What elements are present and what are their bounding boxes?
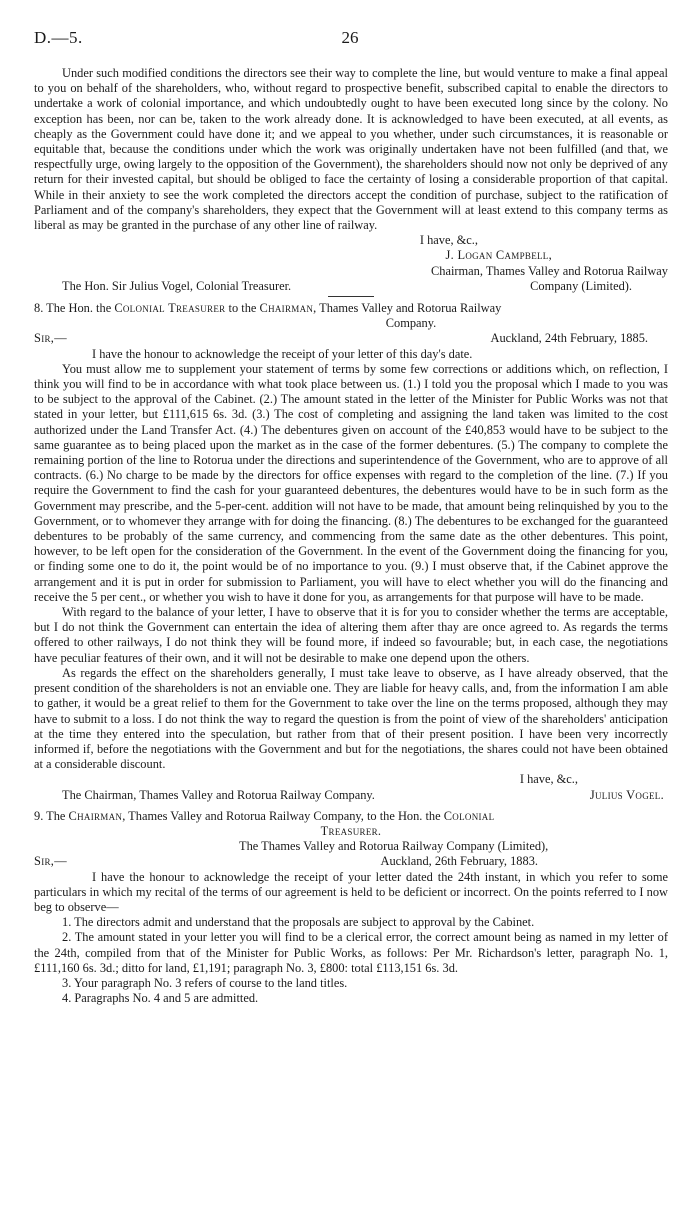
prev-letter-signatory: J. Logan Campbell, — [445, 248, 552, 263]
letter-9-sender: The Thames Valley and Rotorua Railway Company (Limited), — [239, 839, 549, 854]
prev-letter-addressee: The Hon. Sir Julius Vogel, Colonial Treasurer. — [62, 278, 292, 293]
letter-8-addressee: The Chairman, Thames Valley and Rotorua Railway Company. — [62, 787, 375, 802]
prev-letter-addressee-line — [34, 279, 668, 294]
letter-8-para-2: You must allow me to supplement your statement of terms by some few corrections or additions which, on reflection, I think you will find to be in accordance with what took place between us. (1.) I told you the proposal which I made to you was to be subject to the approval of the Cabinet. (2.) The amount stated in the letter of the Minister for Public Works was not that stated in your letter, but £111,615 6s. 3d. (3.) The cost of completing and assigning the land taken was limited to the cost authorized under the Land Transfer Act. (4.) The debentures given on account of the £40,853 would have to be subject to the same guarantee as to being placed upon the market as in the case of the former debentures. (5.) The company to complete the remaining portion of the line to Rotorua under the directions and superintendence of the Government, who are to approve of all contracts. (6.) No charge to be made by the directors for office expenses with regard to the completion of the line. (7.) If you require the Government to find the cash for your guaranteed debentures, the debentures would have to be in such form as the Government may prescribe, and the 5-per-cent. addition will not have to be made, that amount being relinquished by you to the Government, or to whomever they arrange with for doing the financing. (8.) The debentures to be exchanged for the guaranteed debentures to be probably of the same currency, and commencing from the same date as the other debentures. This point, however, to be left open for the consideration of the Government. In the event of the Government doing the financing for you, or finding some one to do it, the point would be of no importance to you. (9.) I must observe that, if the Cabinet approve the arrangement and it is put in order for submission to Parliament, you will have to elect whether you will do the financing and receive the 5 per cent., or whether you wish to have it done for you, as arrangements for that purpose will have to be made. — [34, 361, 668, 604]
document-body — [34, 66, 668, 1006]
prev-letter-valediction: I have, &c., — [419, 233, 478, 248]
letter-8-date: Auckland, 24th February, 1885. — [490, 331, 648, 346]
section-divider — [328, 296, 374, 297]
letter-8-heading-line-2: Company. — [385, 316, 437, 331]
letter-9-date: Auckland, 26th February, 1883. — [380, 854, 538, 869]
letter-8-para-3: With regard to the balance of your letter, I have to observe that it is for you to consider whether the terms are acceptable, but I do not think the Government can entertain the idea of altering them after thay are once agreed to. As regards the terms offered to other railways, I do not think they will be found more, if indeed so favourable; but, in each case, the negotiations have peculiar features of their own, and it will not be desirable to make one depend upon the others. — [34, 605, 668, 665]
letter-9-item-4: 4. Paragraphs No. 4 and 5 are admitted. — [62, 991, 259, 1006]
letter-9-item-1: 1. The directors admit and understand that the proposals are subject to approval by the Cabinet. — [62, 915, 535, 930]
letter-9-salutation-line — [34, 854, 668, 869]
letter-9-heading: 9. The Chairman, Thames Valley and Rotorua Railway Company, to the Hon. the Colonial — [34, 808, 495, 823]
letter-8-para-4: As regards the effect on the shareholders generally, I must take leave to observe, as I have already observed, that the present condition of the shareholders is not an enviable one. They are liable for heavy calls, and, from the information I am able to gather, it would be a great relief to them for the Government to take over the line on the terms proposed, although they may have to submit to a loss. I do not think the way to regard the question is from the point of view of the shareholders' anticipation at the time they entered into the speculation, but rather from that of their present position. I have been very incorrectly informed if, before the negotiations with the Government and but for the negotiations, the shares could not have been obtained at a considerable discount. — [34, 665, 668, 772]
letter-9-heading-line-2: Treasurer. — [320, 823, 382, 838]
prev-letter-signatory-title-2: Company (Limited). — [530, 278, 632, 293]
letter-9-salutation: Sir,— — [34, 854, 67, 869]
page-number: 26 — [341, 28, 359, 47]
letter-8-valediction: I have, &c., — [519, 772, 578, 787]
letter-8-signatory: Julius Vogel. — [589, 787, 664, 802]
letter-8-salutation: Sir,— — [34, 331, 67, 346]
letter-8-signature-line — [34, 788, 668, 803]
prev-letter-signatory-title: Chairman, Thames Valley and Rotorua Railway — [431, 263, 668, 278]
letter-9-para-1: I have the honour to acknowledge the receipt of your letter dated the 24th instant, in which you refer to some particulars in which my recital of the terms of our agreement is held to be deficient or incorrect. On the points referred to I now beg to observe— — [34, 869, 668, 914]
prev-letter-closing-paragraph: Under such modified conditions the directors see their way to complete the line, but would venture to make a final appeal to you on behalf of the shareholders, who, without regard to prospective benefit, subscribed capital to enable the directors to undertake a work of colonial importance, and which undoubtedly ought to have been executed long since by the colony. No exception has been, nor can be, taken to the work already done. It is acknowledged to have been executed, at all events, as cheaply as the Government could have done it; and we appeal to you whether, under such circumstances, it is reasonable or equitable that, because the conditions under which the work was originally undertaken have not been fulfilled (and that, we respectfully urge, owing largely to the opposition of the Government), the shareholders should now not only be deprived of any return for their invested capital, but should be obliged to face the certainty of losing a considerable proportion of that capital. While in their anxiety to see the work completed the directors accept the condition of purchase, subject to the ratification of Parliament and of the company's shareholders, they expect that the Government will at least extend to this company terms as liberal as may be granted in the purchase of any other line of railway. — [34, 66, 668, 233]
letter-8-heading: 8. The Hon. the Colonial Treasurer to the Chairman, Thames Valley and Rotorua Railway — [34, 301, 502, 316]
letter-9-item-3: 3. Your paragraph No. 3 refers of course to the land titles. — [62, 975, 348, 990]
letter-8-para-1: I have the honour to acknowledge the receipt of your letter of this day's date. — [92, 346, 473, 361]
letter-9-item-2: 2. The amount stated in your letter you will find to be a clerical error, the correct amount being as named in my letter of the 24th, compiled from that of the Minister for Public Works, as follows: Per Mr. Richardson's letter, paragraph No. 1, £111,160 6s. 3d.; ditto for land, £1,191; paragraph No. 3, £800: total £113,151 6s. 3d. — [34, 930, 668, 975]
letter-8-salutation-line — [34, 331, 668, 346]
document-reference: D.—5. — [34, 28, 83, 47]
page-header — [0, 28, 700, 50]
